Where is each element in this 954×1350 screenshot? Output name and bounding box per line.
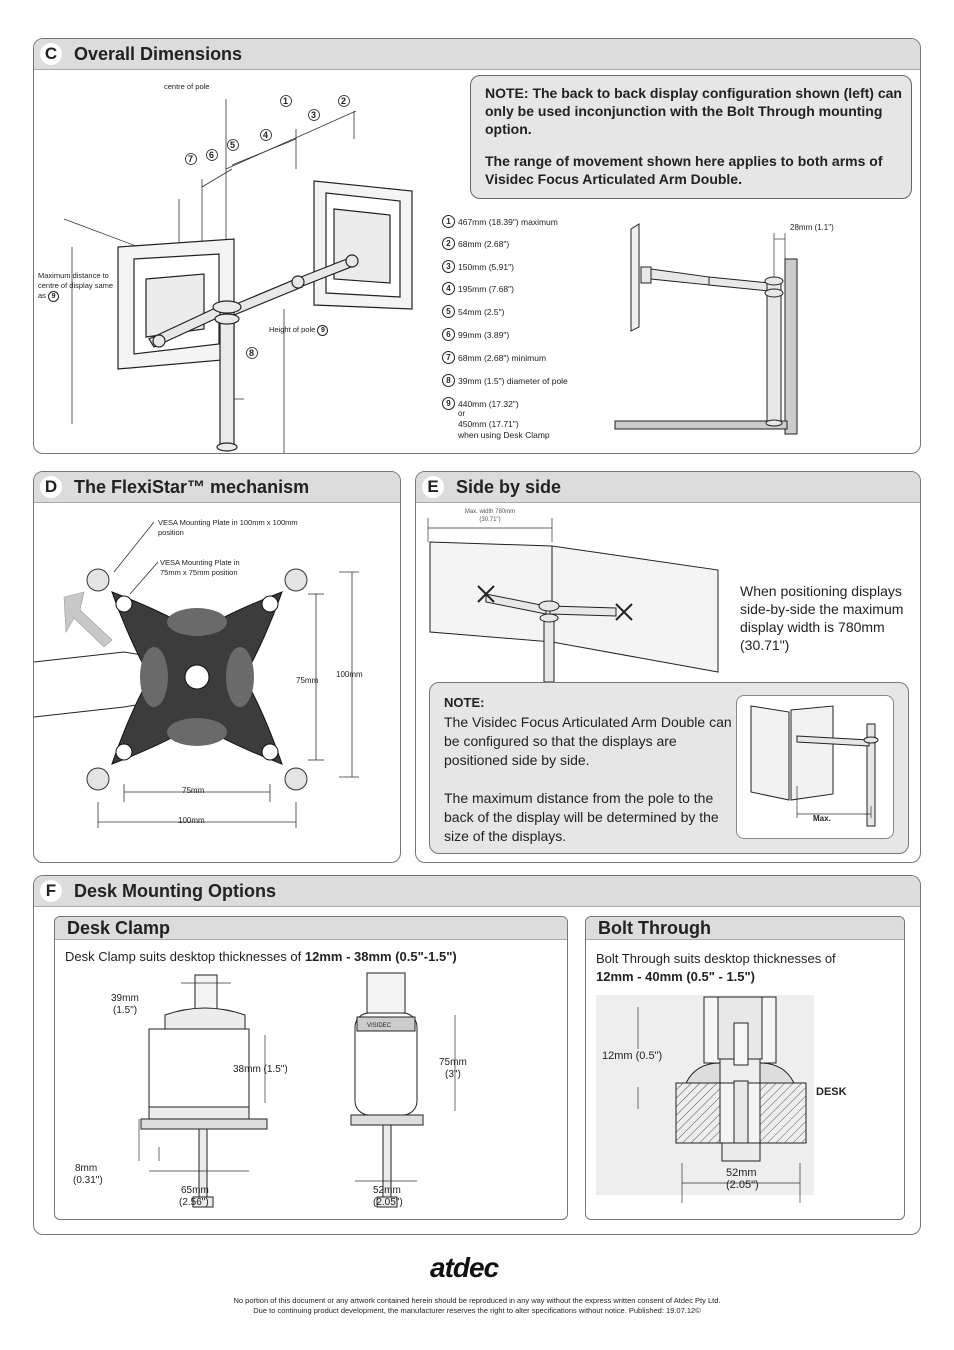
legend-num: 8 <box>442 374 455 387</box>
legend-num: 7 <box>442 351 455 364</box>
dim-100-vertical: 100mm <box>336 670 363 679</box>
dim-52mm: 52mm <box>373 1185 401 1196</box>
callout-1: 1 <box>283 96 289 106</box>
section-title: The FlexiStar™ mechanism <box>74 477 310 497</box>
note-text-2: The maximum distance from the pole to the back of the display will be determined by the size of the displays. <box>444 790 719 844</box>
section-flexistar <box>33 471 401 863</box>
callout-6: 6 <box>209 150 215 160</box>
legend-text: 195mm (7.68") <box>458 283 514 294</box>
dim-75mm-in: (3") <box>445 1069 461 1080</box>
footer-line-1: No portion of this document or any artwork contained herein should be reproduced in any way without the express written consent of Atdec Pty Ltd. <box>233 1296 721 1305</box>
legend-num: 6 <box>442 328 455 341</box>
height-of-pole-label <box>269 325 331 336</box>
vesa-75-label: VESA Mounting Plate in 75mm x 75mm position <box>160 558 240 577</box>
callout-5: 5 <box>230 140 236 150</box>
section-letter: C <box>40 43 62 65</box>
max-width-label: Max. width 780mm (30.71") <box>464 509 516 523</box>
dim-75-vertical: 75mm <box>296 676 319 685</box>
legend-num: 2 <box>442 237 455 250</box>
note-text-1: NOTE: The back to back display configuration shown (left) can only be used inconjunction with the Bolt Through mounting option. <box>485 85 902 137</box>
dim-100-horizontal: 100mm <box>178 816 205 825</box>
section-header <box>34 876 920 907</box>
legend-num: 1 <box>442 215 455 228</box>
section-title: Overall Dimensions <box>74 44 243 64</box>
dim-39mm: 39mm <box>111 993 139 1004</box>
note-inset-image <box>736 695 894 839</box>
legend-text: 68mm (2.68") <box>458 238 510 249</box>
bolt-through-header <box>586 917 904 940</box>
bolt-through-desc-range: 12mm - 40mm (0.5" - 1.5") <box>596 969 756 984</box>
callout-7: 7 <box>188 154 194 164</box>
legend-num: 9 <box>442 397 455 410</box>
dim-65mm: 65mm <box>181 1185 209 1196</box>
dim-8mm-in: (0.31") <box>73 1175 103 1186</box>
desk-clamp-title: Desk Clamp <box>67 918 171 938</box>
flexistar-diagram <box>34 502 400 862</box>
dim-65mm-in: (2.56") <box>179 1197 209 1208</box>
dim-75-horizontal: 75mm <box>182 786 205 795</box>
atdec-logo: atdec <box>430 1252 499 1283</box>
desk-clamp-header <box>55 917 567 940</box>
section-title: Side by side <box>456 477 562 497</box>
note-text-1: The Visidec Focus Articulated Arm Double can be configured so that the displays are positioned side by side. <box>444 714 732 768</box>
legend-text: 54mm (2.5") <box>458 306 505 317</box>
section-title: Desk Mounting Options <box>74 881 276 901</box>
section-header <box>34 472 400 503</box>
callout-8: 8 <box>249 348 255 358</box>
legend-text: 99mm (3.89") <box>458 329 510 340</box>
desk-clamp-desc-text: Desk Clamp suits desktop thicknesses of <box>65 949 302 964</box>
max-distance-label <box>38 271 120 302</box>
clamp-brand-text: VISIDEC <box>367 1023 392 1029</box>
dim-75mm: 75mm <box>439 1057 467 1068</box>
legend-num: 5 <box>442 305 455 318</box>
section-header <box>34 39 920 70</box>
bolt-through-title: Bolt Through <box>598 918 711 938</box>
bolt-through-panel <box>585 916 905 1220</box>
desk-clamp-description <box>65 949 457 964</box>
dim-12mm: 12mm (0.5") <box>602 1050 663 1062</box>
bolt-through-desc-text: Bolt Through suits desktop thicknesses of <box>596 951 836 966</box>
section-desk-mounting <box>33 875 921 1235</box>
legend-9-alt: 450mm (17.71") <box>458 419 519 429</box>
callout-2: 2 <box>341 96 347 106</box>
section-letter: E <box>422 476 444 498</box>
note-title: NOTE: <box>444 695 485 710</box>
note-box <box>470 75 912 199</box>
section-side-by-side <box>415 471 921 863</box>
side-by-side-diagram <box>416 502 726 682</box>
legend-9-or: or <box>458 409 466 418</box>
legend-text: 440mm (17.32") <box>458 398 519 409</box>
callout-9-circle-pole: 9 <box>317 325 328 336</box>
legend-num: 4 <box>442 282 455 295</box>
dim-52mm-in: (2.05") <box>373 1197 403 1208</box>
back-to-back-diagram <box>34 69 474 453</box>
callout-4: 4 <box>263 130 269 140</box>
side-by-side-note-box <box>429 682 909 854</box>
side-dim-label: 28mm (1.1") <box>790 223 834 232</box>
max-distance-text: Maximum distance to centre of display same as <box>38 271 114 300</box>
dim-52mm-in: (2.05") <box>726 1179 759 1191</box>
legend-9-note: when using Desk Clamp <box>458 430 550 440</box>
height-of-pole-text: Height of pole <box>269 325 316 334</box>
legend-text: 39mm (1.5") diameter of pole <box>458 375 568 386</box>
desk-clamp-desc-range: 12mm - 38mm (0.5"-1.5") <box>304 949 457 964</box>
max-label: Max. <box>813 814 831 823</box>
callout-9-circle: 9 <box>48 291 59 302</box>
dim-38mm: 38mm (1.5") <box>233 1064 288 1075</box>
side-view-diagram <box>609 219 839 439</box>
legend-num: 3 <box>442 260 455 273</box>
vesa-100-label: VESA Mounting Plate in 100mm x 100mm position <box>158 518 298 537</box>
section-letter: D <box>40 476 62 498</box>
footer-line-2: Due to continuing product development, the manufacturer reserves the right to alter specifications without notice. Published: 19.07.12© <box>253 1306 701 1315</box>
legend-text: 150mm (5.91") <box>458 261 514 272</box>
dim-39mm-in: (1.5") <box>113 1005 138 1016</box>
section-letter: F <box>40 880 62 902</box>
dimensions-legend <box>442 215 602 454</box>
desk-label: DESK <box>816 1086 847 1098</box>
centre-of-pole-label: centre of pole <box>164 82 210 91</box>
section-overall-dimensions <box>33 38 921 454</box>
note-text-2: The range of movement shown here applies to both arms of Visidec Focus Articulated Arm Double. <box>485 153 883 187</box>
dim-8mm: 8mm <box>75 1163 98 1174</box>
section-header <box>416 472 920 503</box>
dim-52mm: 52mm <box>726 1167 757 1179</box>
callout-3: 3 <box>311 110 317 120</box>
desk-clamp-panel <box>54 916 568 1220</box>
side-by-side-description: When positioning displays side-by-side the maximum display width is 780mm (30.71") <box>740 583 904 653</box>
legend-text: 68mm (2.68") minimum <box>458 352 547 363</box>
legend-text: 467mm (18.39") maximum <box>458 216 558 227</box>
